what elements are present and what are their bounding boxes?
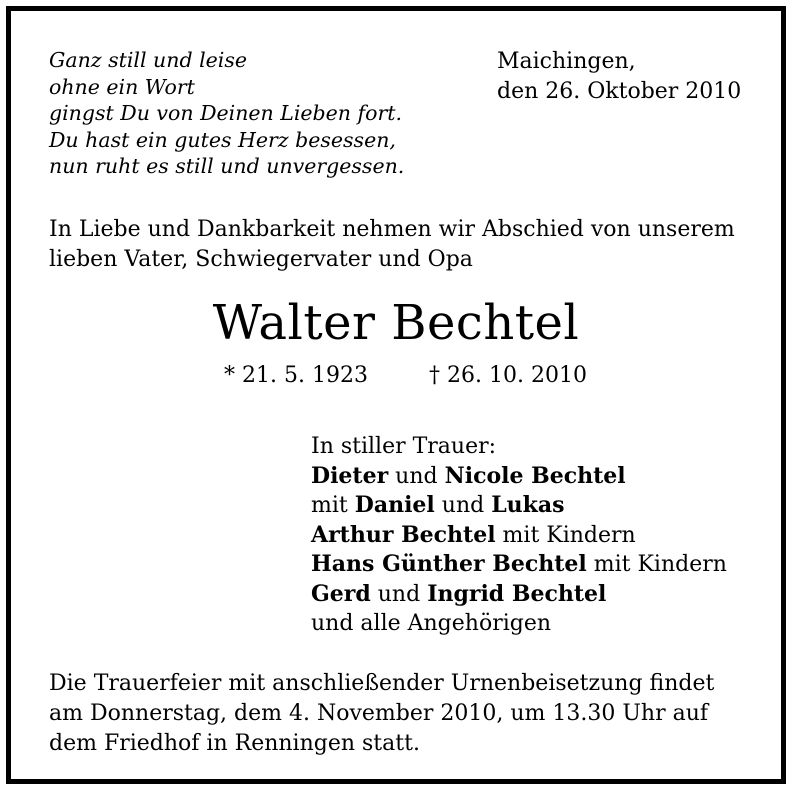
poem-line: Du hast ein gutes Herz besessen, bbox=[49, 127, 396, 152]
connector-text: mit Kindern bbox=[495, 522, 636, 548]
poem-line: Ganz still und leise bbox=[49, 48, 248, 72]
mourner-line bbox=[311, 462, 727, 492]
mourner-line bbox=[311, 550, 727, 580]
intro-line: lieben Vater, Schwiegervater und Opa bbox=[49, 247, 473, 272]
ceremony-line: Die Trauerfeier mit anschließender Urnenbeisetzung findet bbox=[49, 671, 715, 696]
mourner-name: Arthur Bechtel bbox=[311, 521, 496, 548]
connector-text: und bbox=[434, 493, 492, 518]
mourners-block bbox=[311, 432, 727, 639]
obituary-notice bbox=[6, 6, 786, 784]
ceremony-line: dem Friedhof in Renningen statt. bbox=[49, 731, 420, 756]
intro-text bbox=[49, 215, 735, 275]
birth-date: * 21. 5. 1923 bbox=[224, 363, 368, 388]
mourner-name: Lukas bbox=[491, 492, 565, 518]
life-dates bbox=[224, 361, 587, 391]
ceremony-line: am Donnerstag, dem 4. November 2010, um 13.30 Uhr auf bbox=[49, 701, 709, 726]
mourner-line bbox=[311, 521, 727, 551]
poem-line: ohne ein Wort bbox=[49, 74, 195, 99]
connector-text: mit Kindern bbox=[586, 552, 727, 577]
mourner-line: und alle Angehörigen bbox=[311, 611, 552, 636]
mourner-line bbox=[311, 491, 727, 521]
deceased-name: Walter Bechtel bbox=[212, 295, 580, 351]
death-date: † 26. 10. 2010 bbox=[429, 363, 587, 388]
connector-text: und bbox=[388, 463, 445, 489]
connector-text: mit bbox=[311, 493, 355, 518]
ceremony-info bbox=[49, 669, 714, 759]
poem-line: nun ruht es still und unvergessen. bbox=[49, 154, 405, 178]
mourner-name: Dieter bbox=[311, 462, 389, 489]
place-date bbox=[497, 47, 741, 107]
poem-line: gingst Du von Deinen Lieben fort. bbox=[49, 101, 403, 125]
mourner-name: Daniel bbox=[354, 492, 435, 518]
connector-text: und bbox=[370, 581, 428, 607]
intro-line: In Liebe und Dankbarkeit nehmen wir Abschied von unserem bbox=[49, 217, 735, 242]
poem bbox=[49, 47, 404, 180]
mourner-name: Gerd bbox=[311, 580, 371, 607]
mourner-name: Nicole Bechtel bbox=[444, 462, 626, 489]
mourner-name: Hans Günther Bechtel bbox=[311, 551, 587, 577]
mourner-name: Ingrid Bechtel bbox=[427, 580, 607, 607]
date-line: den 26. Oktober 2010 bbox=[497, 79, 742, 104]
mourner-line bbox=[311, 580, 727, 610]
mourning-heading: In stiller Trauer: bbox=[311, 434, 497, 459]
place: Maichingen, bbox=[497, 49, 636, 74]
